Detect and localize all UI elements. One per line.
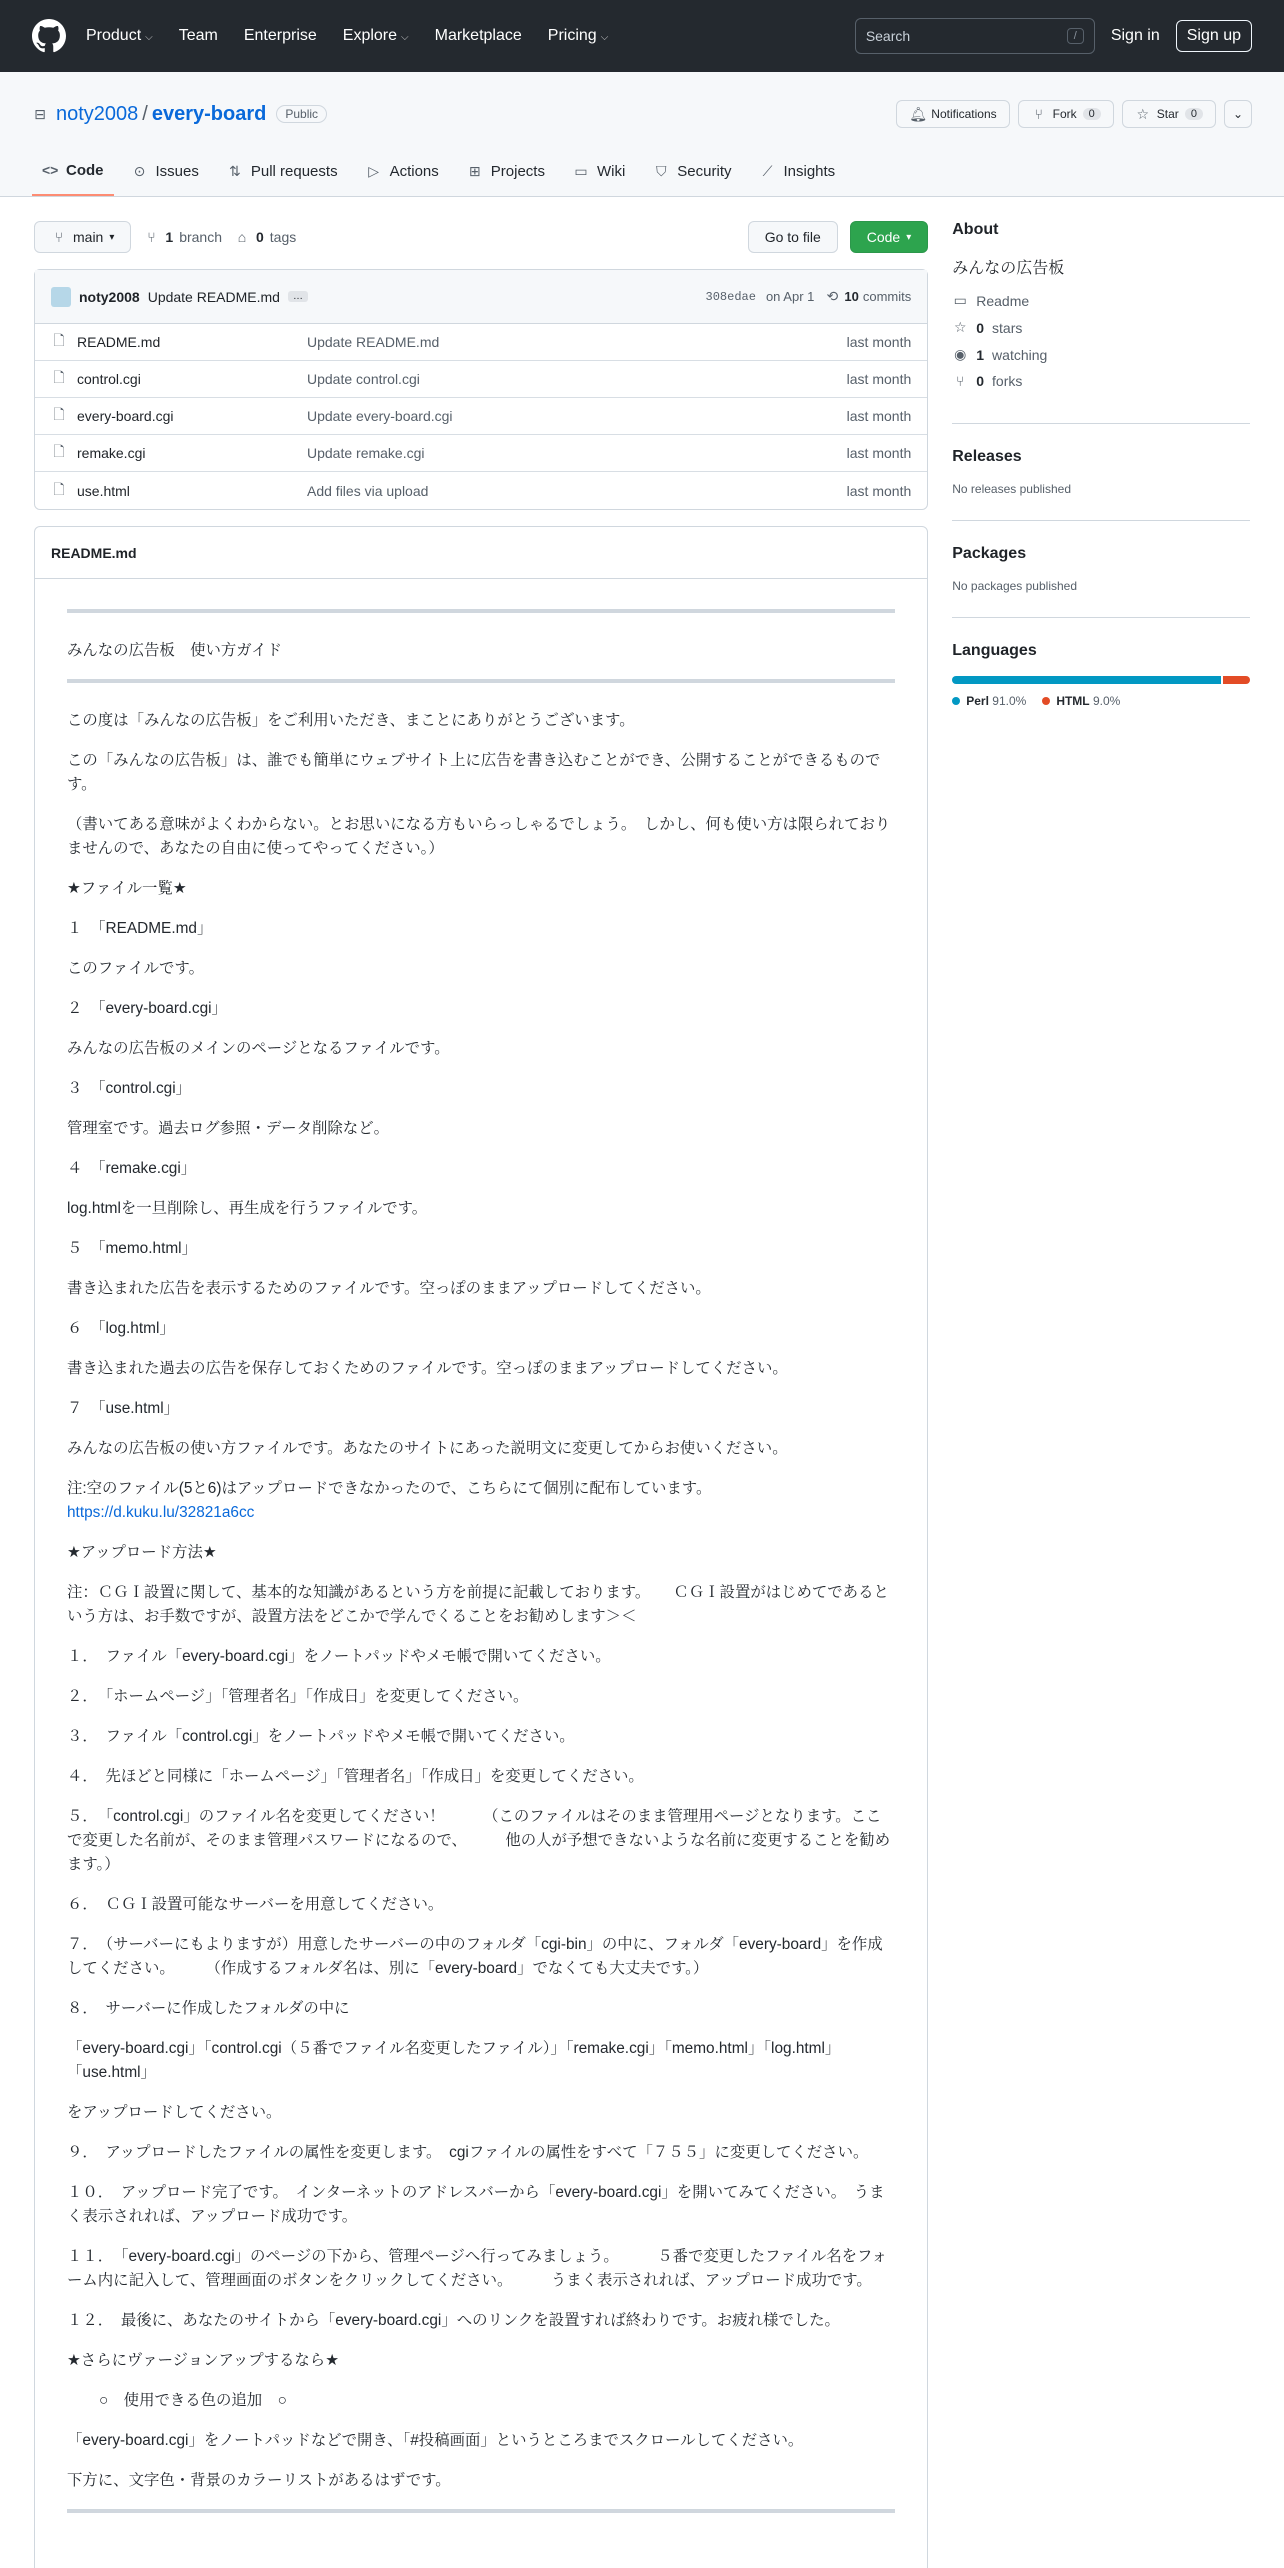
issue-icon: ⊙	[133, 162, 146, 179]
readme-paragraph: １１． 「every-board.cgi」のページの下から、管理ページへ行ってみましょう。 ５番で変更したファイル名をフォーム内に記入して、管理画面のボタンをクリックしてください。 うまく表示されれば、アップロード成功です。	[67, 2248, 888, 2289]
language-item[interactable]: HTML 9.0%	[1042, 694, 1120, 708]
nav-explore[interactable]: Explore ⌵	[342, 27, 409, 44]
sign-up-button[interactable]: Sign up	[1176, 20, 1252, 52]
global-header	[0, 0, 1284, 72]
readme-paragraph: 「every-board.cgi」「control.cgi（５番でファイル名変更したファイル）」「remake.cgi」「memo.html」「log.html」「use.html」	[67, 2040, 841, 2081]
chevron-down-icon: ⌵	[401, 32, 409, 43]
readme-paragraph: ★さらにヴァージョンアップするなら★	[67, 2352, 339, 2369]
readme-paragraph: ★アップロード方法★	[67, 1544, 217, 1561]
code-button[interactable]: Code ▾	[850, 221, 929, 253]
commit-message[interactable]: Update README.md	[147, 288, 280, 305]
commit-sha[interactable]: 308edae	[705, 289, 756, 304]
watching-link[interactable]: ◉ 1 watching	[954, 346, 1048, 363]
readme-box	[34, 526, 928, 2568]
star-icon: ☆	[1136, 105, 1150, 122]
file-commit-message[interactable]: Update README.md	[307, 334, 440, 350]
repo-tabs	[32, 146, 1252, 196]
readme-paragraph: 「every-board.cgi」をノートパッドなどで開き、「#投稿画面」というところまでスクロールしてください。	[67, 2432, 804, 2449]
languages-title: Languages	[952, 642, 1037, 659]
readme-paragraph: ４． 先ほどと同様に「ホームページ」「管理者名」「作成日」を変更してください。	[67, 1768, 644, 1785]
latest-commit	[35, 270, 927, 324]
readme-paragraph: （書いてある意味がよくわからない。とお思いになる方もいらっしゃるでしょう。 しかし、何も使い方は限られておりませんので、あなたの自由に使ってやってください。）	[67, 816, 891, 857]
branch-select[interactable]: ⑂ main ▾	[34, 221, 131, 253]
branch-icon: ⑂	[54, 229, 64, 245]
commit-date: on Apr 1	[765, 289, 815, 304]
file-icon: 🗋︎	[53, 369, 65, 385]
readme-note: 注:空のファイル(5と6)はアップロードできなかったので、こちらにて個別に配布しています。 https://d.kuku.lu/32821a6cc	[67, 1480, 712, 1521]
language-color-dot	[952, 697, 960, 705]
divider	[67, 609, 895, 613]
readme-paragraph: ９． アップロードしたファイルの属性を変更します。 cgiファイルの属性をすべて「７５５」に変更してください。	[67, 2144, 869, 2161]
search-placeholder: Search	[865, 28, 911, 44]
repo-description: みんなの広告板	[952, 260, 1065, 277]
sidebar	[952, 221, 1250, 2568]
file-row	[35, 361, 927, 398]
tab-security[interactable]: ⛉ Security	[643, 146, 741, 196]
avatar[interactable]	[51, 287, 71, 307]
shield-icon: ⛉	[656, 162, 667, 179]
divider	[67, 679, 895, 683]
tab-code[interactable]: <> Code	[32, 146, 114, 196]
readme-paragraph: ４ 「remake.cgi」	[67, 1160, 197, 1177]
commit-expand-button[interactable]: …	[288, 291, 308, 302]
visibility-badge: Public	[276, 105, 327, 123]
file-name-link[interactable]: 🗋︎ use.html	[51, 479, 307, 503]
readme-paragraph: このファイルです。	[67, 960, 204, 977]
file-commit-message[interactable]: Update remake.cgi	[307, 445, 425, 461]
file-name-link[interactable]: 🗋︎ every-board.cgi	[51, 404, 307, 428]
readme-paragraph: ★ファイル一覧★	[67, 880, 187, 897]
readme-paragraph: ７ 「use.html」	[67, 1400, 180, 1417]
packages-empty: No packages published	[952, 579, 1078, 593]
about-section	[952, 221, 1250, 424]
readme-paragraph: をアップロードしてください。	[67, 2104, 282, 2121]
tab-insights[interactable]: ⟋ Insights	[749, 146, 845, 196]
branches-link[interactable]: ⑂ 1 branch	[143, 229, 222, 245]
file-date: last month	[846, 334, 912, 350]
nav-enterprise[interactable]: Enterprise	[243, 27, 317, 44]
readme-paragraph: ２ 「every-board.cgi」	[67, 1000, 227, 1017]
tab-actions[interactable]: ▷ Actions	[356, 146, 449, 196]
file-date: last month	[846, 408, 912, 424]
tab-projects[interactable]: ⊞ Projects	[457, 146, 555, 196]
readme-paragraph: ６． ＣＧＩ設置可能なサーバーを用意してください。	[67, 1896, 444, 1913]
code-icon: <>	[42, 162, 59, 178]
commit-author[interactable]: noty2008	[79, 288, 140, 305]
readme-paragraph: この「みんなの広告板」は、誰でも簡単にウェブサイト上に広告を書き込むことができ、公開することができるものです。	[67, 752, 881, 793]
repo-name-link[interactable]: every-board	[151, 102, 267, 125]
readme-paragraph: ５． 「control.cgi」のファイル名を変更してください！ （このファイルはそのまま管理用ページとなります。ここで変更した名前が、そのまま管理パスワードになるので、 他の人が予想できないような名前に変更することを勧めます。）	[67, 1808, 891, 1873]
language-bar	[952, 676, 1250, 684]
star-button[interactable]: ☆ Star 0	[1122, 100, 1216, 128]
packages-section	[952, 545, 1250, 618]
file-icon: 🗋︎	[53, 480, 65, 497]
file-name-link[interactable]: 🗋︎ README.md	[51, 330, 307, 354]
about-title: About	[952, 221, 999, 238]
readme-paragraph: １． ファイル「every-board.cgi」をノートパッドやメモ帳で開いてください。	[67, 1648, 611, 1665]
readme-content	[35, 579, 927, 2568]
readme-paragraph: １２． 最後に、あなたのサイトから「every-board.cgi」へのリンクを設置すれば終わりです。お疲れ様でした。	[67, 2312, 840, 2329]
file-row	[35, 398, 927, 435]
stars-link[interactable]: ☆ 0 stars	[953, 319, 1023, 336]
book-icon: ▭	[953, 292, 967, 308]
readme-paragraph: ８． サーバーに作成したフォルダの中に	[67, 2000, 350, 2017]
readme-paragraph: １０． アップロード完了です。 インターネットのアドレスバーから「every-board.cgi」を開いてみてください。 うまく表示されれば、アップロード成功です。	[67, 2184, 885, 2225]
language-legend	[952, 694, 1250, 708]
star-icon: ☆	[953, 319, 967, 335]
readme-heading: みんなの広告板 使い方ガイド	[67, 642, 283, 659]
readme-paragraph: ７． （サーバーにもよりますが）用意したサーバーの中のフォルダ「cgi-bin」の中に、フォルダ「every-board」を作成してください。 （作成するフォルダ名は、別に「every-board」でなくても大丈夫です。）	[67, 1936, 883, 1977]
readme-paragraph: ３ 「control.cgi」	[67, 1080, 192, 1097]
language-item[interactable]: Perl 91.0%	[952, 694, 1026, 708]
readme-paragraph: log.htmlを一旦削除し、再生成を行うファイルです。	[67, 1200, 428, 1217]
readme-paragraph: ６ 「log.html」	[67, 1320, 175, 1337]
file-name-link[interactable]: 🗋︎ control.cgi	[51, 367, 307, 391]
file-date: last month	[846, 445, 912, 461]
graph-icon: ⟋	[762, 162, 773, 179]
releases-section	[952, 448, 1250, 521]
star-dropdown-button[interactable]	[1224, 100, 1252, 128]
tag-icon: ⌂	[237, 229, 247, 245]
go-to-file-button[interactable]: Go to file	[748, 221, 838, 253]
repo-header	[0, 72, 1284, 197]
chevron-down-icon: ⌵	[600, 32, 609, 43]
file-date: last month	[846, 371, 912, 387]
readme-paragraph: １ 「README.md」	[67, 920, 213, 937]
file-row	[35, 435, 927, 472]
packages-title[interactable]: Packages	[952, 545, 1027, 562]
fork-count: 0	[1083, 108, 1101, 120]
file-icon: 🗋︎	[53, 443, 65, 459]
file-toolbar	[34, 221, 928, 253]
file-commit-message[interactable]: Add files via upload	[307, 482, 429, 499]
bell-icon: 🔔︎	[909, 105, 928, 122]
path-separator: /	[142, 102, 148, 125]
readme-paragraph: 書き込まれた過去の広告を保存しておくためのファイルです。空っぽのままアップロードしてください。	[67, 1360, 788, 1377]
pull-request-icon: ⇅	[228, 162, 241, 179]
file-list	[34, 269, 928, 510]
readme-paragraph: ２． 「ホームページ」「管理者名」「作成日」を変更してください。	[67, 1688, 529, 1705]
divider	[67, 2509, 895, 2513]
branch-icon: ⑂	[147, 229, 156, 245]
top-nav	[86, 27, 608, 45]
tab-wiki[interactable]: ▭ Wiki	[574, 162, 626, 180]
download-link[interactable]: https://d.kuku.lu/32821a6cc	[67, 1504, 255, 1521]
readme-paragraph: 書き込まれた広告を表示するためのファイルです。空っぽのままアップロードしてください。	[67, 1280, 711, 1297]
fork-icon: ⑂	[956, 373, 965, 389]
readme-paragraph: ５ 「memo.html」	[67, 1240, 197, 1257]
language-bar-segment	[952, 676, 1221, 684]
search-shortcut-key: /	[1067, 28, 1084, 44]
fork-button[interactable]: ⑂ Fork 0	[1018, 100, 1114, 128]
file-commit-message[interactable]: Update control.cgi	[307, 371, 420, 387]
book-icon: ▭	[574, 162, 588, 179]
readme-paragraph: 注：ＣＧＩ設置に関して、基本的な知識があるという方を前提に記載しております。 ＣＧＩ設置がはじめてであるという方は、お手数ですが、設置方法をどこかで学んでくることをお勧めします＞＜	[67, 1584, 889, 1625]
play-icon: ▷	[368, 162, 379, 179]
readme-bullet: ○ 使用できる色の追加 ○	[99, 2392, 287, 2409]
readme-paragraph: ３． ファイル「control.cgi」をノートパッドやメモ帳で開いてください。	[67, 1728, 575, 1745]
table-icon: ⊞	[468, 162, 481, 179]
readme-link[interactable]: ▭ Readme	[953, 292, 1030, 309]
releases-title[interactable]: Releases	[952, 448, 1022, 465]
repo-owner-link[interactable]: noty2008	[56, 102, 139, 125]
file-commit-message[interactable]: Update every-board.cgi	[307, 408, 453, 424]
languages-section	[952, 642, 1250, 708]
chevron-down-icon: ▾	[109, 231, 115, 243]
readme-paragraph: みんなの広告板のメインのページとなるファイルです。	[67, 1040, 450, 1057]
file-icon: 🗋︎	[53, 406, 65, 422]
file-row	[35, 324, 927, 361]
releases-empty: No releases published	[952, 482, 1071, 496]
tags-link[interactable]: ⌂ 0 tags	[234, 229, 296, 245]
chevron-down-icon: ⌵	[145, 32, 153, 43]
notifications-button[interactable]: 🔔︎ Notifications	[896, 100, 1009, 128]
readme-title[interactable]: README.md	[35, 527, 927, 579]
readme-paragraph: みんなの広告板の使い方ファイルです。あなたのサイトにあった説明文に変更してからお使いください。	[67, 1440, 788, 1457]
nav-marketplace[interactable]: Marketplace	[434, 27, 522, 44]
nav-product[interactable]: Product ⌵	[86, 27, 153, 44]
file-name-link[interactable]: 🗋︎ remake.cgi	[51, 441, 307, 465]
tab-pull-requests[interactable]: ⇅ Pull requests	[217, 146, 348, 196]
readme-paragraph: 下方に、文字色・背景のカラーリストがあるはずです。	[67, 2472, 451, 2489]
github-logo-icon[interactable]	[32, 19, 66, 53]
file-row	[35, 472, 927, 509]
forks-link[interactable]: ⑂ 0 forks	[952, 373, 1250, 389]
chevron-down-icon: ▾	[906, 231, 912, 243]
readme-paragraph: この度は「みんなの広告板」をご利用いただき、まことにありがとうございます。	[67, 712, 635, 729]
language-color-dot	[1042, 697, 1050, 705]
fork-icon: ⑂	[1034, 106, 1043, 122]
eye-icon: ◉	[954, 346, 967, 362]
chevron-down-icon: ⌄	[1232, 107, 1243, 121]
search-input[interactable]	[855, 18, 1095, 54]
file-icon: 🗋︎	[53, 332, 65, 348]
readme-paragraph: 管理室です。過去ログ参照・データ削除など。	[67, 1120, 389, 1137]
tab-issues[interactable]: ⊙ Issues	[122, 146, 209, 196]
main-column	[34, 221, 928, 2568]
commits-link[interactable]: ⟲ 10 commits	[824, 288, 911, 305]
sign-in-link[interactable]: Sign in	[1110, 27, 1160, 44]
file-date: last month	[846, 482, 912, 499]
language-bar-segment	[1223, 676, 1250, 684]
repo-icon: ⊟	[34, 105, 46, 122]
nav-pricing[interactable]: Pricing ⌵	[547, 27, 609, 44]
history-icon: ⟲	[826, 288, 839, 304]
nav-team[interactable]: Team	[178, 27, 218, 44]
star-count: 0	[1185, 108, 1203, 120]
